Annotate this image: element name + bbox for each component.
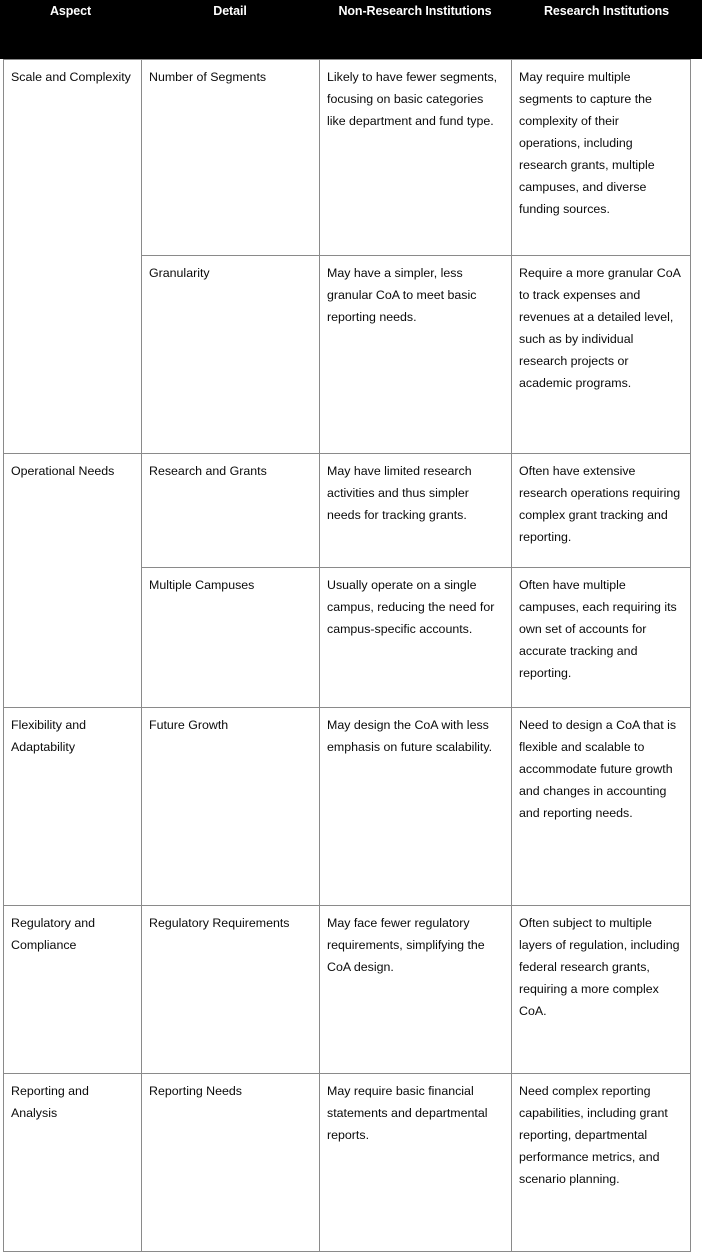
detail-label: Multiple Campuses [149,578,255,592]
table-row [4,708,691,906]
non-research-cell [320,708,512,906]
non-research-text: Likely to have fewer segments, focusing on basic categories like department and fund type. [327,70,498,129]
aspect-label: Operational Needs [11,464,115,478]
column-header-research-institutions [511,0,702,19]
research-cell [512,708,691,906]
research-text: Need to design a CoA that is flexible and scalable to accommodate future growth and changes in accounting and reporting needs. [519,718,677,821]
non-research-text: May design the CoA with less emphasis on future scalability. [327,718,493,755]
table-row [4,60,691,256]
research-text: Often subject to multiple layers of regulation, including federal research grants, requiring a more complex CoA. [519,916,680,1019]
detail-cell [142,708,320,906]
research-cell [512,568,691,708]
non-research-text: May face fewer regulatory requirements, simplifying the CoA design. [327,916,485,975]
detail-cell [142,256,320,454]
non-research-cell [320,906,512,1074]
detail-cell [142,906,320,1074]
column-header-aspect [0,0,141,19]
table-body [4,60,691,1252]
non-research-text: May require basic financial statements and departmental reports. [327,1084,488,1143]
research-text: Need complex reporting capabilities, including grant reporting, departmental performance metrics, and scenario planning. [519,1084,668,1187]
aspect-label: Flexibility and Adaptability [11,718,87,755]
aspect-cell [4,60,142,454]
column-header-non-research-institutions-label: Non-Research Institutions [338,4,492,18]
non-research-text: May have limited research activities and thus simpler needs for tracking grants. [327,464,472,523]
detail-cell [142,60,320,256]
aspect-cell [4,454,142,708]
aspect-cell [4,906,142,1074]
column-header-aspect-label: Aspect [49,4,92,18]
detail-label: Future Growth [149,718,229,732]
column-header-detail-label: Detail [213,4,247,18]
detail-cell [142,1074,320,1252]
research-text: Often have extensive research operations requiring complex grant tracking and reporting. [519,464,681,545]
table-header-band [0,0,702,59]
table-row [4,906,691,1074]
aspect-label: Regulatory and Compliance [11,916,96,953]
table-body-wrapper [3,59,690,1252]
column-header-research-institutions-label: Research Institutions [543,4,669,18]
research-cell [512,906,691,1074]
non-research-cell [320,568,512,708]
detail-label: Regulatory Requirements [149,916,290,930]
non-research-cell [320,1074,512,1252]
research-cell [512,1074,691,1252]
column-header-detail [141,0,319,19]
research-cell [512,256,691,454]
research-text: May require multiple segments to capture the complexity of their operations, including research grants, multiple campuses, and diverse funding sources. [519,70,655,217]
table-row [4,1074,691,1252]
table-row [4,454,691,568]
comparison-table [3,59,691,1252]
research-text: Require a more granular CoA to track expenses and revenues at a detailed level, such as by individual research projects or academic programs. [519,266,681,391]
research-cell [512,454,691,568]
non-research-text: May have a simpler, less granular CoA to meet basic reporting needs. [327,266,477,325]
non-research-cell [320,60,512,256]
detail-label: Number of Segments [149,70,267,84]
table-header-row [0,0,702,59]
detail-cell [142,568,320,708]
aspect-cell [4,708,142,906]
detail-label: Research and Grants [149,464,267,478]
detail-cell [142,454,320,568]
non-research-cell [320,454,512,568]
research-text: Often have multiple campuses, each requiring its own set of accounts for accurate tracking and reporting. [519,578,677,681]
aspect-label: Reporting and Analysis [11,1084,89,1121]
detail-label: Reporting Needs [149,1084,242,1098]
aspect-label: Scale and Complexity [11,70,131,84]
research-cell [512,60,691,256]
non-research-text: Usually operate on a single campus, reducing the need for campus-specific accounts. [327,578,495,637]
column-header-non-research-institutions [319,0,511,19]
non-research-cell [320,256,512,454]
aspect-cell [4,1074,142,1252]
detail-label: Granularity [149,266,210,280]
